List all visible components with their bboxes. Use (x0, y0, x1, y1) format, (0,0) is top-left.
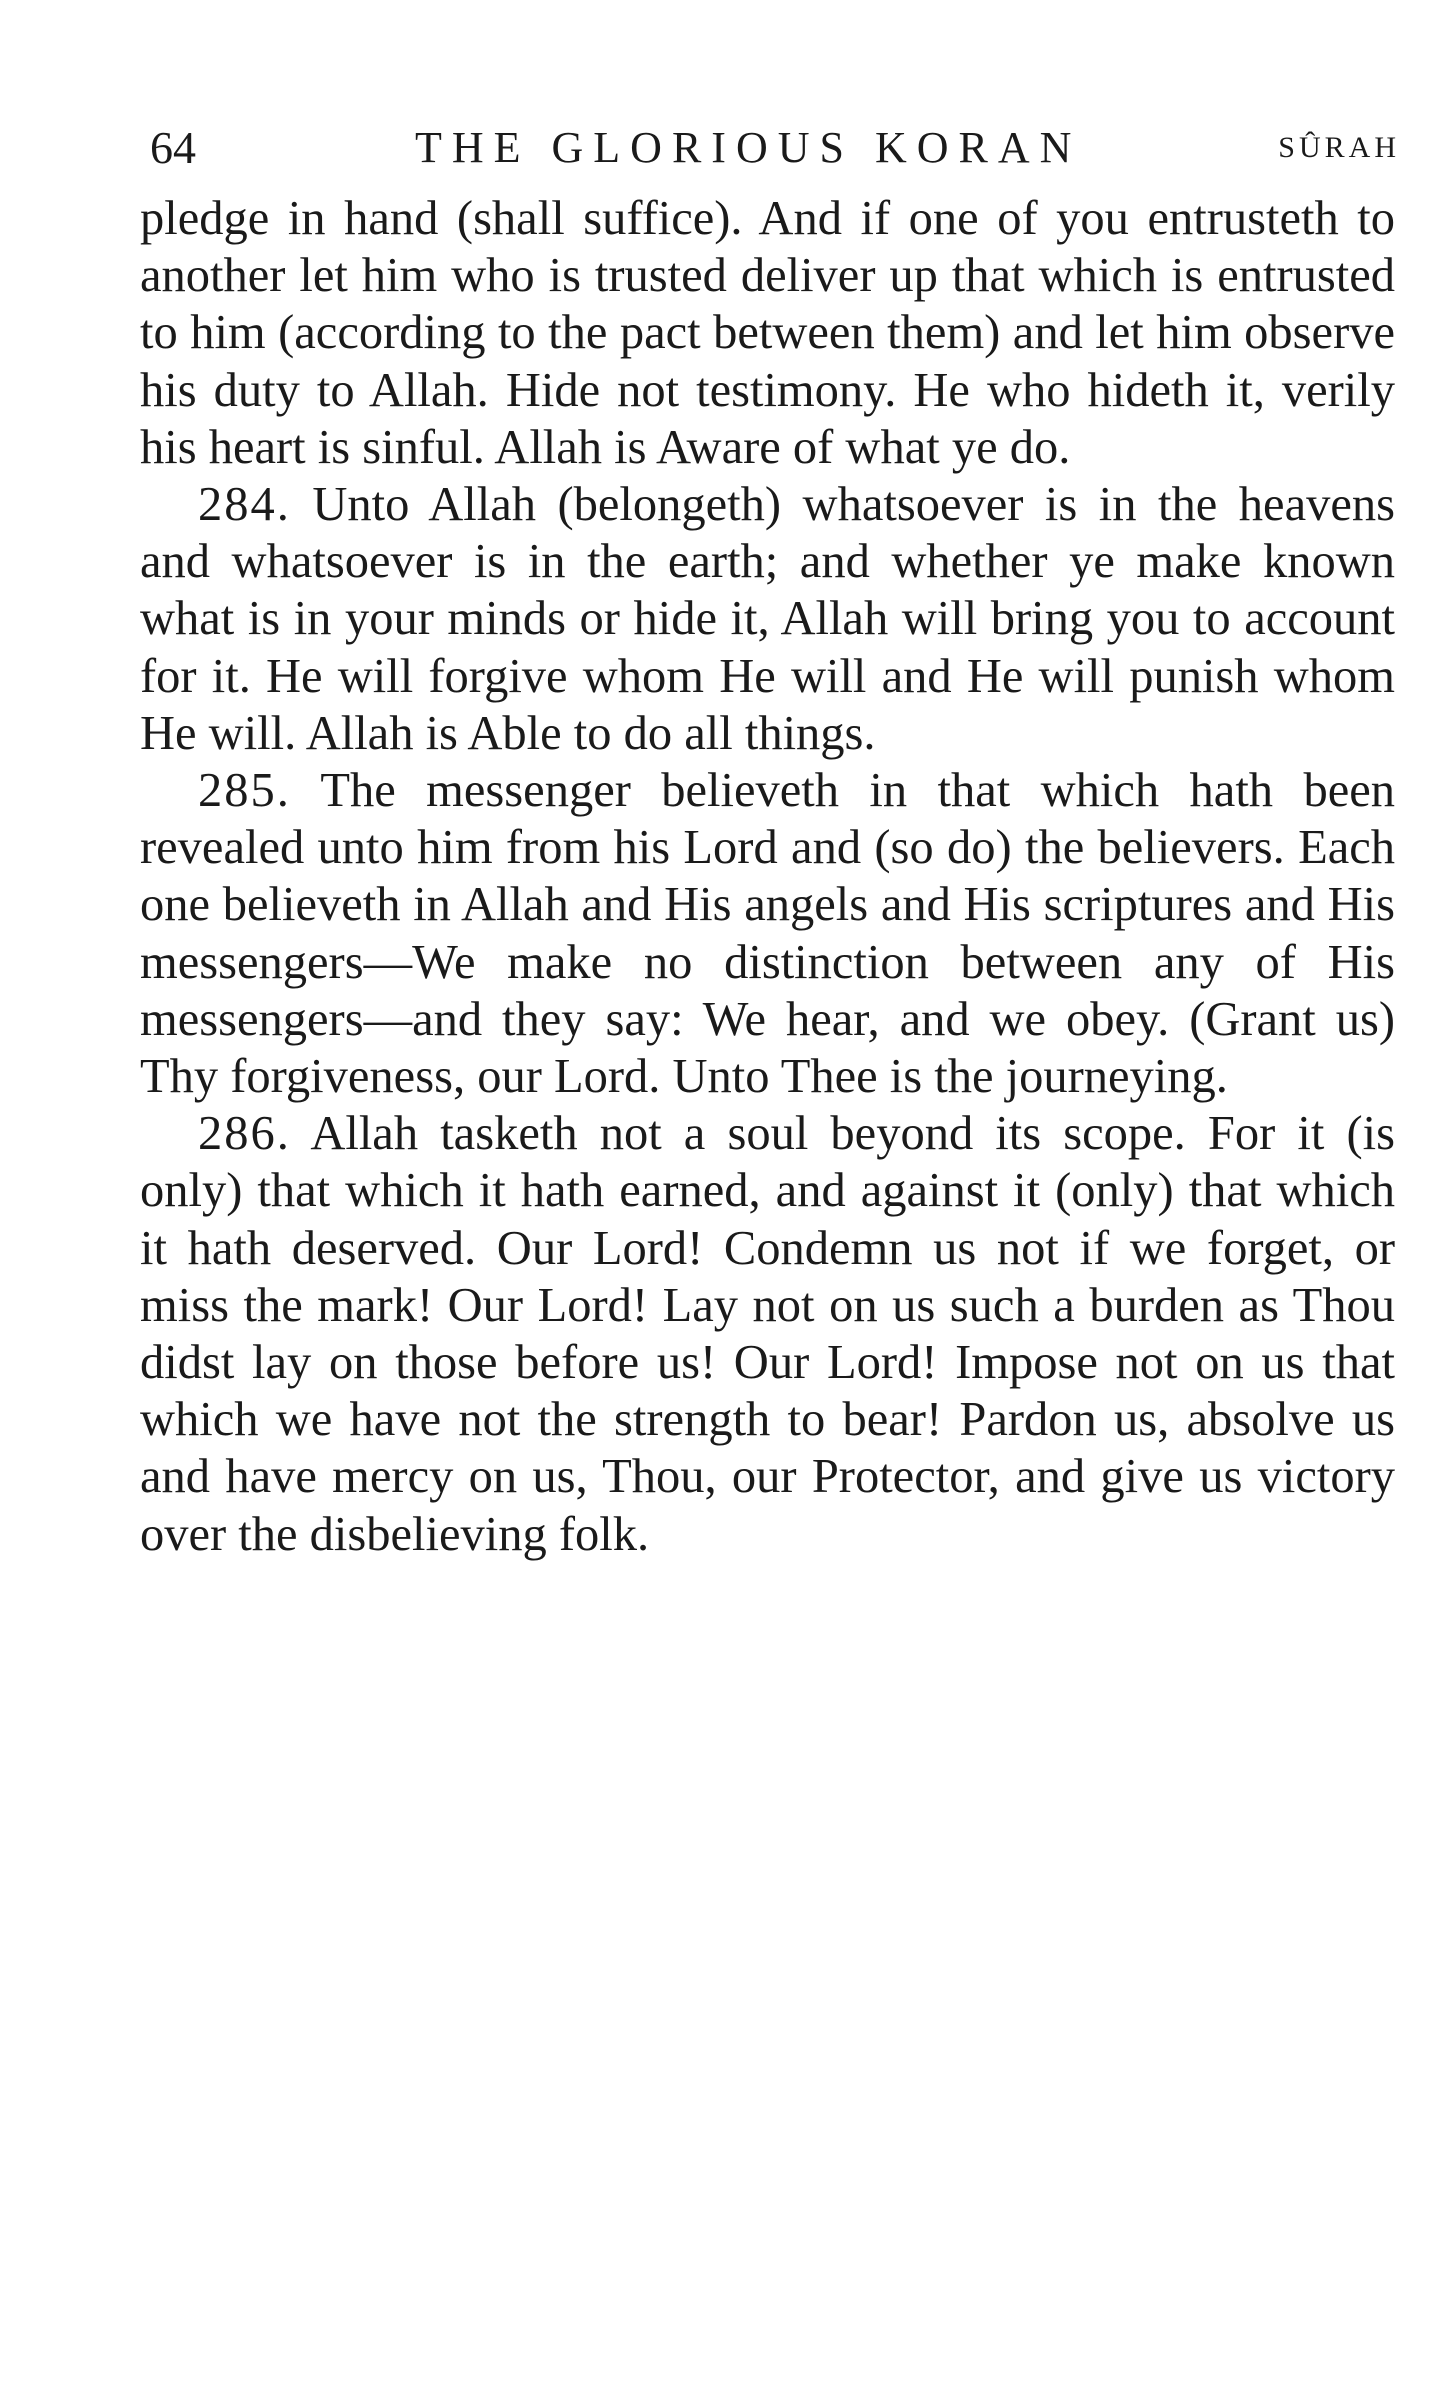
verse-number: 286. (198, 1107, 291, 1161)
chapter-label: SÛRAH (1278, 131, 1400, 164)
verse-number: 284. (198, 478, 291, 532)
book-title: THE GLORIOUS KORAN (415, 123, 1082, 172)
verse-text: Allah tasketh not a soul beyond its scope. For it (is only) that which it hath earned, and against it (only) that which it hath deserved. Our Lord! Condemn us not if we forget, or miss the mark! Our Lord! Lay not on us such a burden as Thou didst lay on those before us! Our Lord! Impose not on us that which we have not the strength to bear! Pardon us, absolve us and have mercy on us, Thou, our Protector, and give us victory over the disbelieving folk. (140, 1107, 1395, 1561)
page-body (140, 190, 1395, 1563)
verse-text: The messenger believeth in that which hath been revealed unto him from his Lord and (so do) the believers. Each one believeth in Allah and His angels and His scriptures and His messengers—We make no distinction between any of His messengers—and they say: We hear, and we obey. (Grant us) Thy forgiveness, our Lord. Unto Thee is the journeying. (140, 764, 1395, 1104)
page-number: 64 (150, 122, 196, 173)
verse-text: Unto Allah (belongeth) whatsoever is in the heavens and whatsoever is in the earth; and whether ye make known what is in your minds or hide it, Allah will bring you to account for it. He will forgive whom He will and He will punish whom He will. Allah is Able to do all things. (140, 478, 1396, 760)
verse-285 (140, 762, 1395, 1105)
verse-284 (140, 476, 1395, 762)
continuation-paragraph: pledge in hand (shall suffice). And if one of you entrusteth to another let him who is trusted deliver up that which is entrusted to him (according to the pact between them) and let him observe his duty to Allah. Hide not testimony. He who hideth it, verily his heart is sinful. Allah is Aware of what ye do. (140, 192, 1395, 474)
verse-number: 285. (198, 764, 291, 818)
verse-286 (140, 1105, 1395, 1563)
running-head (150, 118, 1400, 178)
